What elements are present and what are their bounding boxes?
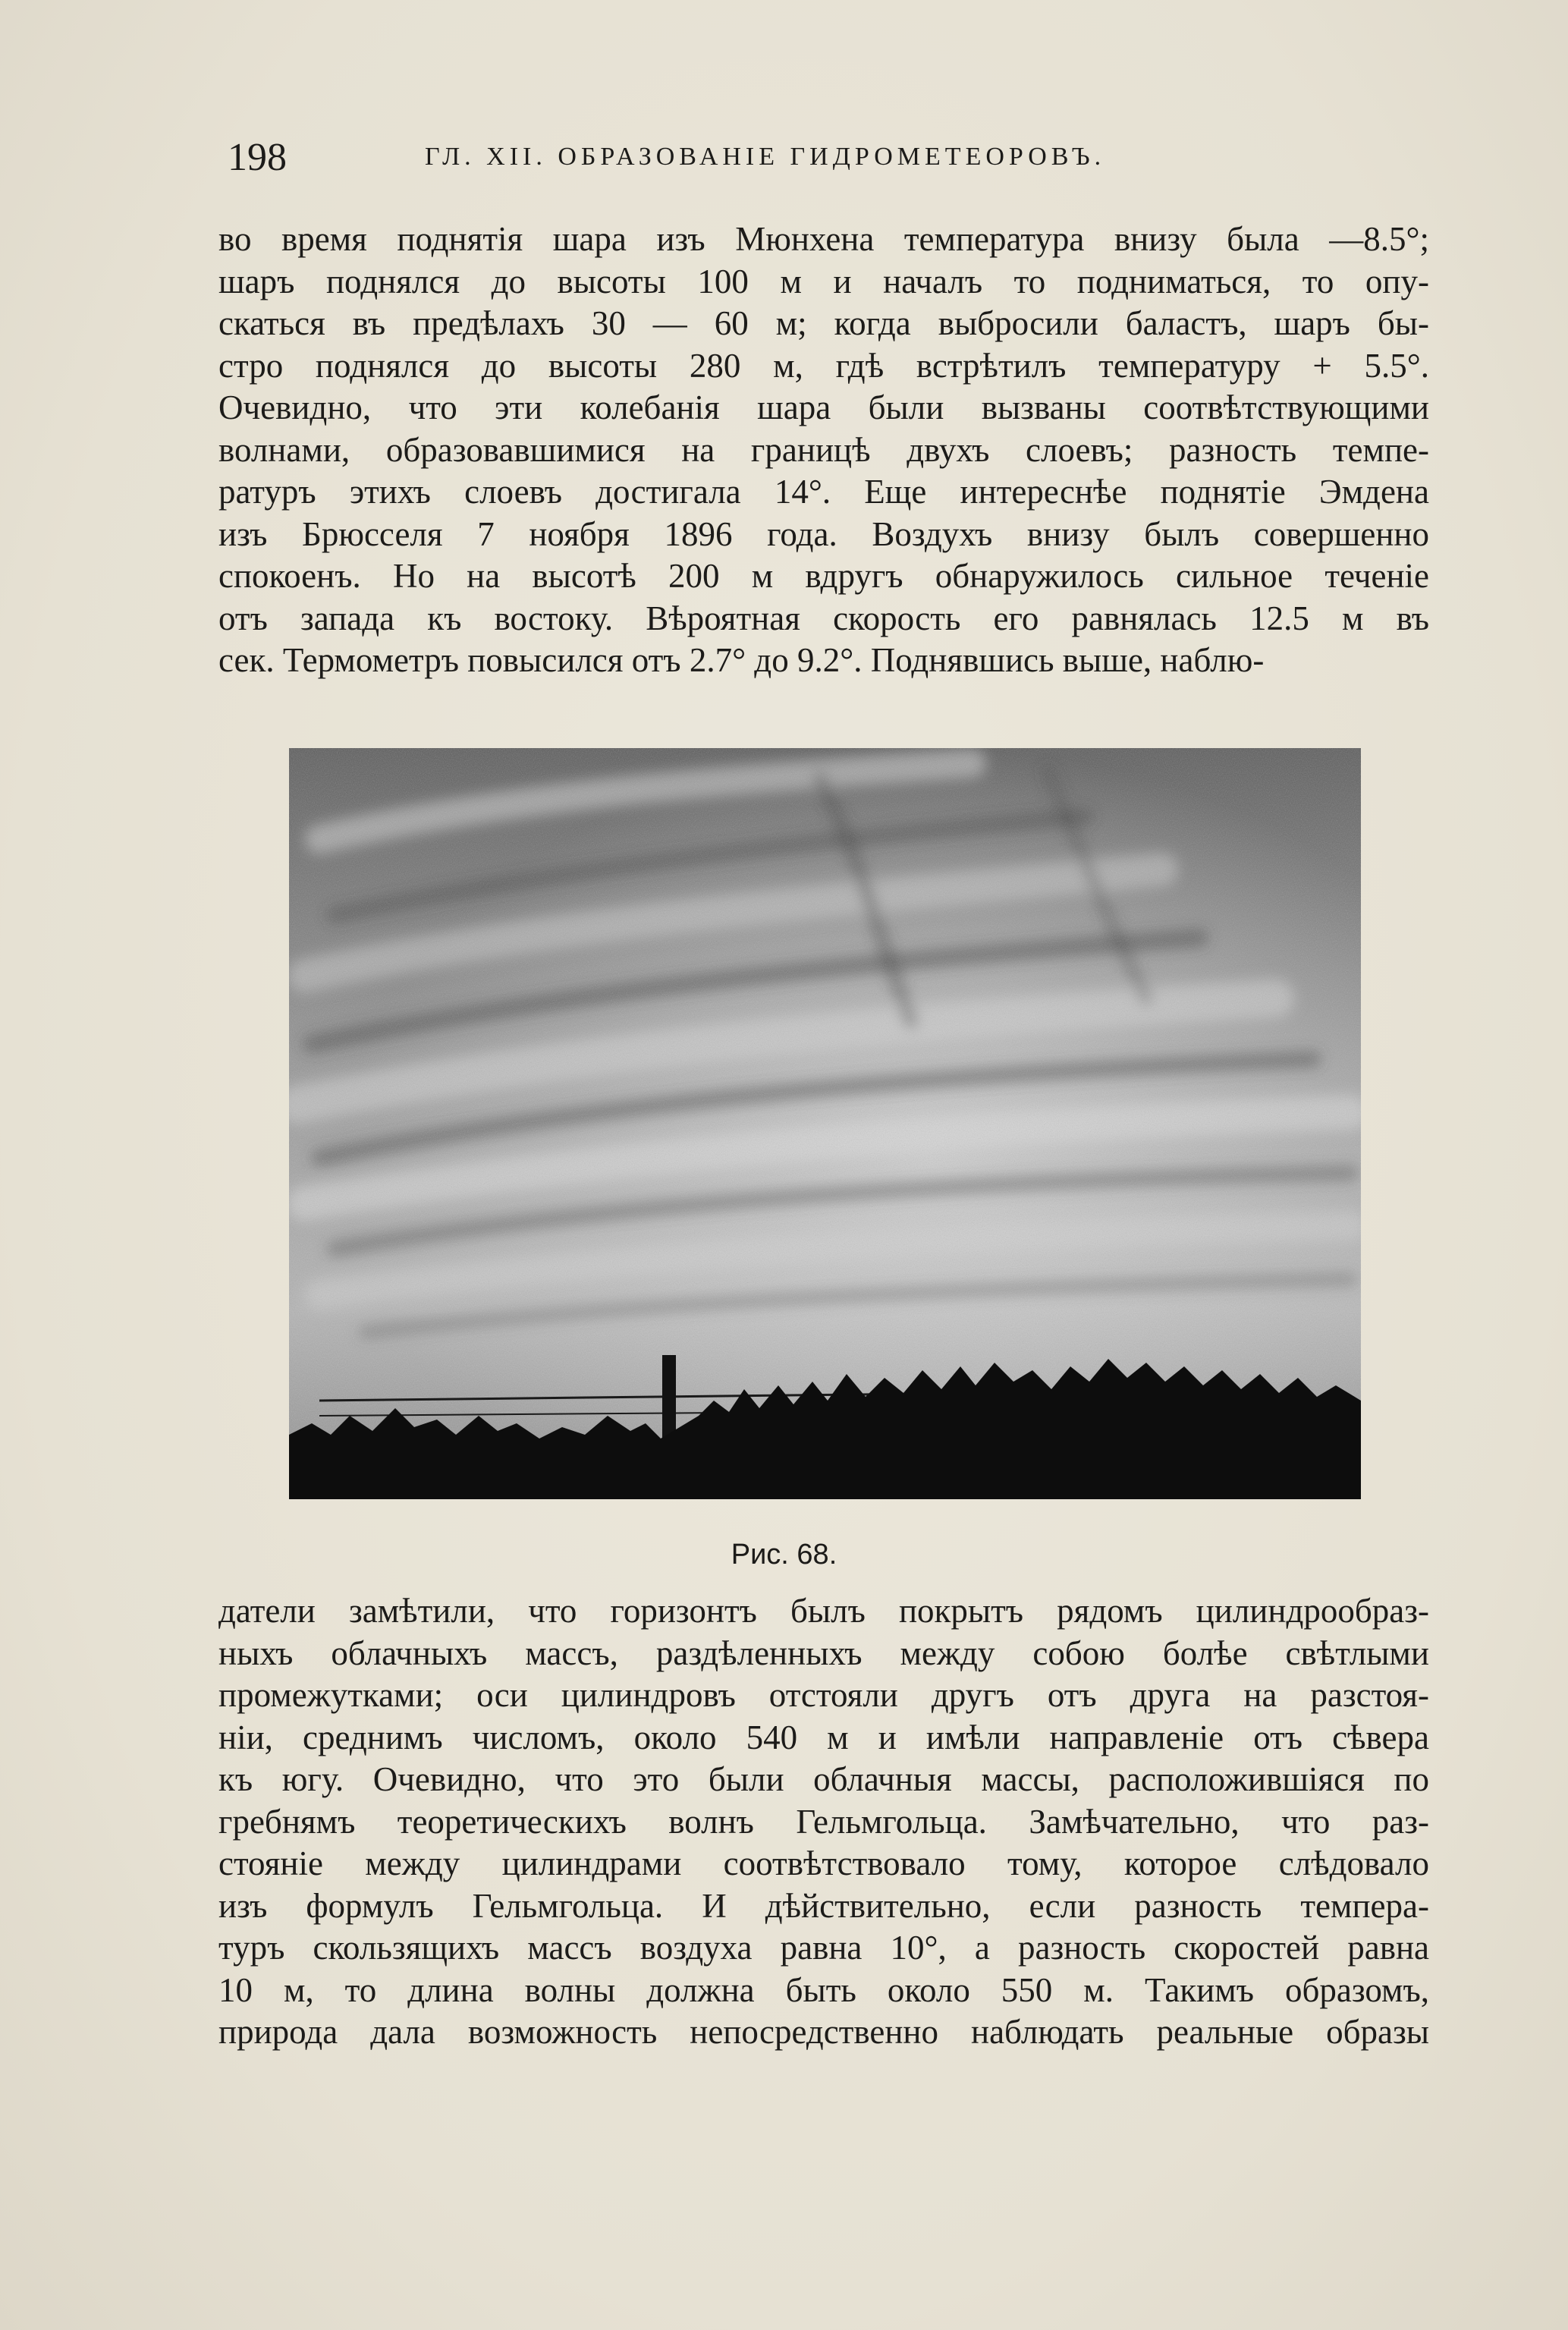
- running-title: ГЛ. XII. ОБРАЗОВАНІЕ ГИДРОМЕТЕОРОВЪ.: [425, 143, 1106, 171]
- page-header: [220, 135, 1449, 188]
- body-text-top: [218, 219, 1429, 682]
- text-line: скаться въ предѣлахъ 30 — 60 м; когда выбросили баластъ, шаръ бы-: [218, 304, 1429, 342]
- text-line: гребнямъ теоретическихъ волнъ Гельмгольца. Замѣчательно, что раз-: [218, 1802, 1429, 1841]
- text-line: спокоенъ. Но на высотѣ 200 м вдругъ обнаружилось сильное теченіе: [218, 557, 1429, 595]
- text-line: ныхъ облачныхъ массъ, раздѣленныхъ между собою болѣе свѣтлыми: [218, 1634, 1429, 1672]
- text-line: изъ Брюсселя 7 ноября 1896 года. Воздухъ внизу былъ совершенно: [218, 514, 1429, 553]
- text-line: изъ формулъ Гельмгольца. И дѣйствительно, если разность темпера-: [218, 1886, 1429, 1925]
- text-line: ратуръ этихъ слоевъ достигала 14°. Еще интереснѣе поднятіе Эмдена: [218, 473, 1429, 511]
- body-text-bottom: [218, 1590, 1429, 2054]
- text-line: ніи, среднимъ числомъ, около 540 м и имѣли направленіе отъ сѣвера: [218, 1718, 1429, 1756]
- page-number: 198: [228, 136, 287, 179]
- text-line: къ югу. Очевидно, что это были облачныя массы, расположившіяся по: [218, 1760, 1429, 1798]
- text-line: природа дала возможность непосредственно наблюдать реальные образы: [218, 2013, 1429, 2051]
- cloud-photograph: [289, 748, 1361, 1499]
- text-line: сек. Термометръ повысился отъ 2.7° до 9.2°. Поднявшись выше, наблю-: [218, 641, 1265, 679]
- text-line: волнами, образовавшимися на границѣ двухъ слоевъ; разность темпе-: [218, 430, 1429, 469]
- text-line: датели замѣтили, что горизонтъ былъ покрытъ рядомъ цилиндрообраз-: [218, 1592, 1429, 1630]
- text-line: стро поднялся до высоты 280 м, гдѣ встрѣтилъ температуру + 5.5°.: [218, 346, 1429, 385]
- text-line: Очевидно, что эти колебанія шара были вызваны соотвѣтствующими: [218, 388, 1429, 426]
- text-line: во время поднятія шара изъ Мюнхена температура внизу была —8.5°;: [218, 220, 1429, 258]
- text-line: туръ скользящихъ массъ воздуха равна 10°, а разность скоростей равна: [218, 1929, 1429, 1967]
- text-line: 10 м, то длина волны должна быть около 550 м. Такимъ образомъ,: [218, 1970, 1429, 2009]
- text-line: отъ запада къ востоку. Вѣроятная скорость его равнялась 12.5 м въ: [218, 599, 1429, 637]
- text-line: стояніе между цилиндрами соотвѣтствовало тому, которое слѣдовало: [218, 1844, 1429, 1882]
- text-line: шаръ поднялся до высоты 100 м и началъ то подниматься, то опу-: [218, 262, 1429, 300]
- text-line: промежутками; оси цилиндровъ отстояли другъ отъ друга на разстоя-: [218, 1676, 1429, 1714]
- figure-caption: Рис. 68.: [731, 1539, 837, 1571]
